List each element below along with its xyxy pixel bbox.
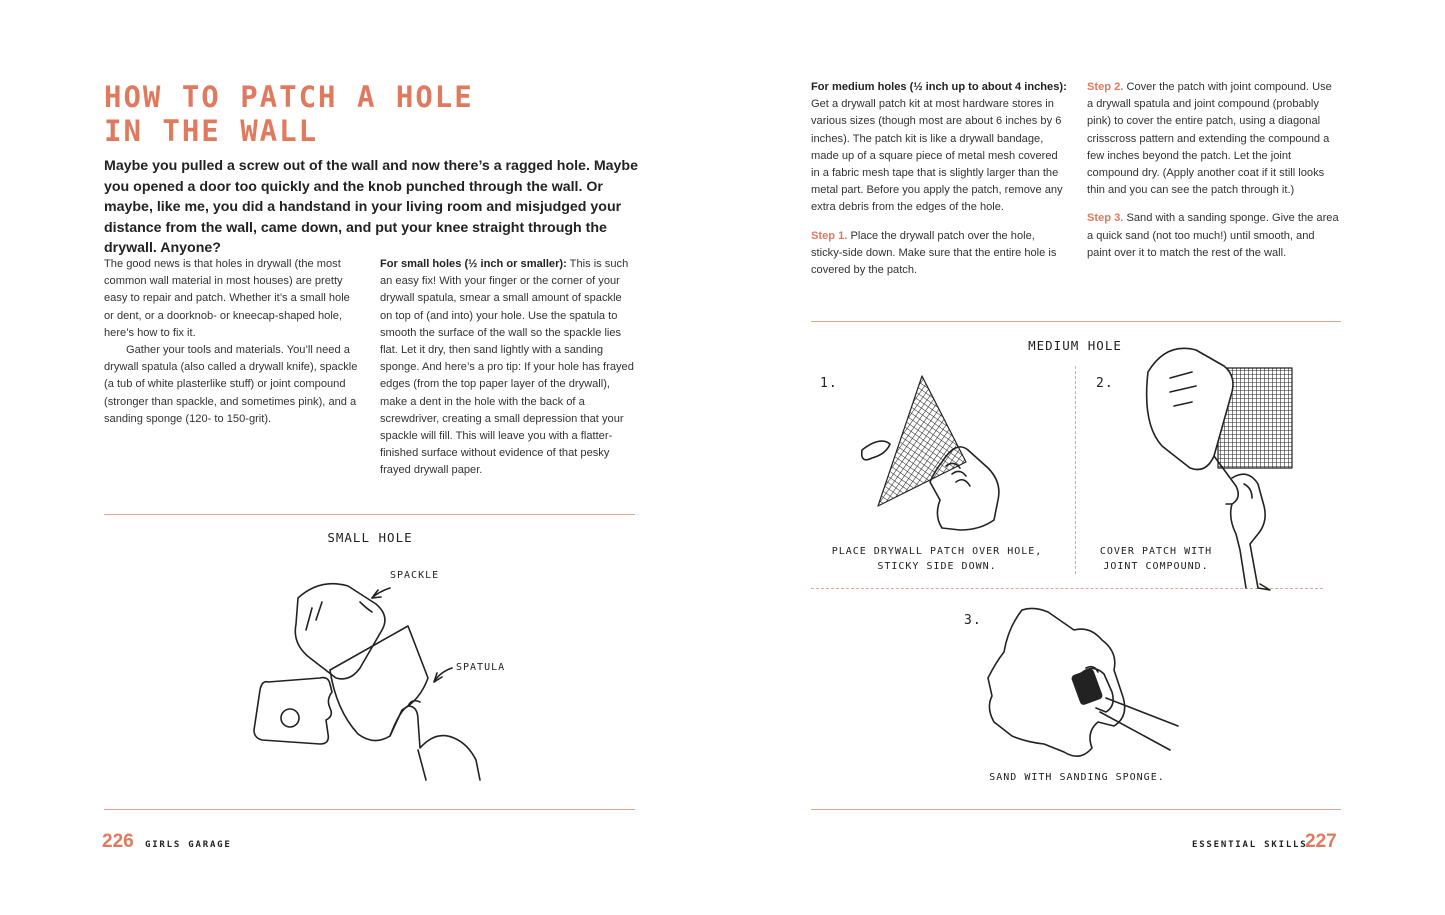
step-2-label: Step 2. — [1087, 81, 1124, 93]
small-hole-illustration-title: SMALL HOLE — [327, 530, 413, 545]
step-2-paragraph — [1087, 79, 1341, 199]
divider-bottom-left — [104, 809, 635, 810]
medium-hole-illustration-title: MEDIUM HOLE — [1028, 338, 1122, 353]
hole-shape — [862, 441, 890, 460]
title-line-2: IN THE WALL — [104, 114, 319, 148]
hole-circle — [281, 709, 299, 727]
medium-holes-lead: For medium holes (½ inch up to about 4 inches): — [811, 81, 1067, 93]
page-number-right: 227 — [1305, 831, 1337, 852]
mesh-patch — [878, 376, 966, 506]
step-2-text: Cover the patch with joint compound. Use a drywall spatula and joint compound (probably pink) to cover the entire patch, using a diagonal crisscross pattern and extending the compound a few inches beyond the patch. Let the joint compound dry. (Apply another coat if it still looks thin and you can see the patch through it.) — [1087, 81, 1332, 197]
step-2-caption — [1086, 544, 1226, 574]
small-hole-illustration — [240, 560, 520, 790]
hand-arm — [1231, 474, 1265, 588]
intro-lede: Maybe you pulled a screw out of the wall and now there’s a ragged hole. Maybe you opened a door too quickly and the knob punched through the wall. Or maybe, like me, you did a handstand in your living room and misjudged your distance from the wall, came down, and put your knee straight through the drywall. Anyone? — [104, 158, 638, 257]
medium-holes-paragraph — [811, 79, 1069, 217]
small-holes-text: This is such an easy fix! With your finger or the corner of your drywall spatula, smear a small amount of spackle on top of (and into) your hole. Use the spatula to smooth the surface of the wall so the spackle lies flat. Let it dry, then sand lightly with a sanding sponge. And here’s a pro tip: If your hole has frayed edges (from the top paper layer of the drywall), make a dent in the hole with the back of a screwdriver, creating a small depression that your spackle will fill. This will leave you with a flatter-finished surface without evidence of that pesky frayed drywall paper. — [380, 258, 634, 477]
drywall-piece — [254, 678, 332, 744]
step-1-paragraph — [811, 228, 1069, 280]
step-number-1: 1. — [820, 376, 838, 391]
step-1-label: Step 1. — [811, 229, 848, 242]
wall-patch — [988, 608, 1125, 756]
running-head-right: ESSENTIAL SKILLS — [1192, 840, 1308, 850]
step-2-caption-line-1: COVER PATCH WITH — [1099, 546, 1213, 557]
spackle-label: SPACKLE — [390, 570, 440, 581]
medium-holes-text: Get a drywall patch kit at most hardware stores in various sizes (though most are about 6 inches by 6 inches). The patch kit is like a drywall bandage, made up of a square piece of metal mesh covered in a fabric mesh tape that is slightly larger than the metal part. Before you apply the patch, remove any extra debris from the edges of the hole. — [811, 98, 1063, 214]
hand — [390, 706, 480, 780]
sanding-sponge — [1072, 669, 1103, 705]
spatula-blade — [330, 626, 428, 741]
tools-paragraph: Gather your tools and materials. You’ll need a drywall spatula (also called a drywall knife), spackle (a tub of white plasterlike stuff) or joint compound (stronger than spackle, and sometimes pink), and a sanding sponge (120- to 150-grit). — [104, 344, 358, 425]
step-number-2: 2. — [1096, 376, 1114, 391]
step-3-caption: SAND WITH SANDING SPONGE. — [989, 772, 1165, 783]
page-number-left: 226 — [102, 831, 134, 852]
divider-bottom-right — [811, 809, 1341, 810]
step-3-text: Sand with a sanding sponge. Give the area a quick sand (not too much!) until smooth, and paint over it to match the rest of the wall. — [1087, 212, 1339, 259]
left-column-1 — [104, 256, 362, 428]
right-column-1 — [811, 79, 1069, 279]
right-column-2 — [1087, 79, 1341, 262]
step-number-3: 3. — [964, 613, 982, 628]
small-holes-lead: For small holes (½ inch or smaller): — [380, 258, 567, 270]
step-1-caption-line-2: STICKY SIDE DOWN. — [877, 561, 997, 572]
small-holes-paragraph — [380, 256, 636, 480]
page-title — [104, 80, 664, 148]
step-1-caption — [830, 544, 1044, 574]
dashed-divider-vertical — [1075, 366, 1076, 574]
step-2-caption-line-2: JOINT COMPOUND. — [1103, 561, 1209, 572]
running-head-left: GIRLS GARAGE — [145, 840, 232, 850]
divider-top-left — [104, 514, 635, 515]
step-3-illustration — [982, 604, 1182, 764]
spatula-label: SPATULA — [456, 662, 506, 673]
step-1-text: Place the drywall patch over the hole, sticky-side down. Make sure that the entire hole is covered by the patch. — [811, 229, 1057, 277]
step-1-illustration — [850, 370, 1030, 540]
title-line-1: HOW TO PATCH A HOLE — [104, 80, 474, 114]
step-3-label: Step 3. — [1087, 212, 1124, 225]
divider-top-right — [811, 321, 1341, 322]
left-column-2 — [380, 256, 636, 480]
step-3-paragraph — [1087, 210, 1341, 262]
intro-paragraph: The good news is that holes in drywall (the most common wall material in most houses) are pretty easy to repair and patch. Whether it’s a small hole or dent, or a doorknob- or kneecap-shaped hole, here’s how to fix it. — [104, 258, 350, 339]
step-1-caption-line-1: PLACE DRYWALL PATCH OVER HOLE, — [831, 546, 1043, 557]
